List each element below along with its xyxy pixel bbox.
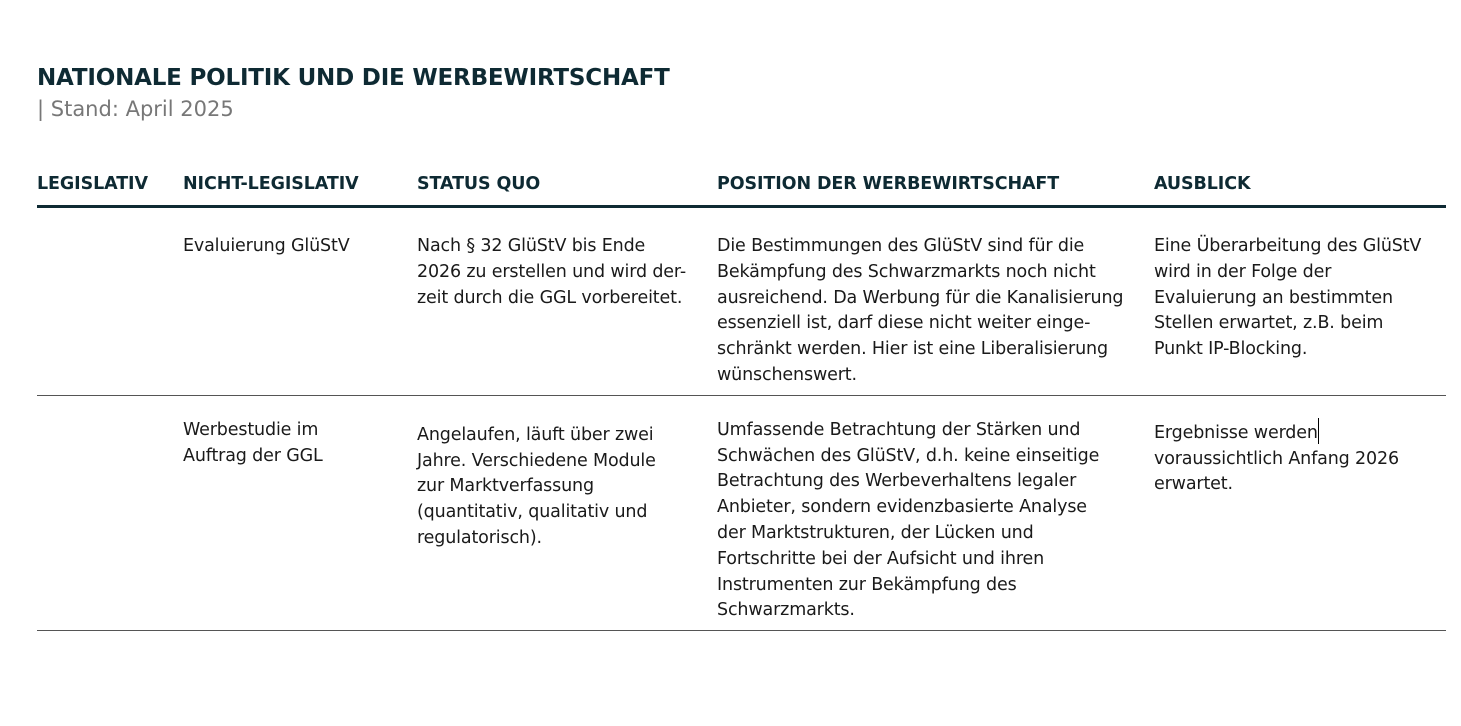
ausblick-rest: voraussichtlich Anfang 2026 erwartet.: [1154, 448, 1399, 495]
status-quo-text: Angelaufen, läuft über zwei Jahre. Verschiedene Module zur Marktverfassung (quantitativ, qualitativ und regulatorisch).: [417, 424, 656, 548]
page-subtitle: | Stand: April 2025: [37, 97, 234, 121]
table-row: [37, 207, 1446, 396]
header-status-quo: STATUS QUO: [417, 172, 717, 207]
table-row: [37, 395, 1446, 630]
header-legislativ: LEGISLATIV: [37, 172, 183, 207]
document: [37, 62, 1446, 621]
text-cursor: [1318, 418, 1319, 444]
cell-nicht-legislativ: Werbestudie im Auftrag der GGL: [183, 395, 417, 630]
page-title: NATIONALE POLITIK UND DIE WERBEWIRTSCHAFT: [37, 65, 670, 91]
cell-legislativ: [37, 207, 183, 396]
cell-nicht-legislativ: Evaluierung GlüStV: [183, 207, 417, 396]
cell-ausblick[interactable]: [1154, 395, 1446, 630]
cell-position: Umfassende Betrachtung der Stärken und Schwächen des GlüStV, d.h. keine einseitige Betrachtung des Werbeverhaltens legaler Anbieter, sondern evidenzbasierte Analyse der Marktstrukturen, der Lücken und Fortschritte bei der Aufsicht und ihren Instrumenten zur Bekämpfung des Schwarzmarkts.: [717, 395, 1154, 630]
header-position: POSITION DER WERBEWIRTSCHAFT: [717, 172, 1154, 207]
cell-status-quo: [417, 395, 717, 630]
cell-ausblick: Eine Überarbeitung des GlüStV wird in der Folge der Evaluierung an bestimmten Stellen erwartet, z.B. beim Punkt IP-Blocking.: [1154, 207, 1446, 396]
policy-table: [37, 172, 1446, 631]
table-header-row: [37, 172, 1446, 207]
ausblick-line-1: Ergebnisse werden: [1154, 422, 1318, 443]
header-ausblick: AUSBLICK: [1154, 172, 1446, 207]
cell-legislativ: [37, 395, 183, 630]
header-nicht-legislativ: NICHT-LEGISLATIV: [183, 172, 417, 207]
cell-status-quo: Nach § 32 GlüStV bis Ende 2026 zu erstellen und wird der- zeit durch die GGL vorbereitet.: [417, 207, 717, 396]
cell-position: Die Bestimmungen des GlüStV sind für die Bekämpfung des Schwarzmarkts noch nicht ausreichend. Da Werbung für die Kanalisierung essenziell ist, darf diese nicht weiter einge- schränkt werden. Hier ist eine Liberalisierung wünschenswert.: [717, 207, 1154, 396]
